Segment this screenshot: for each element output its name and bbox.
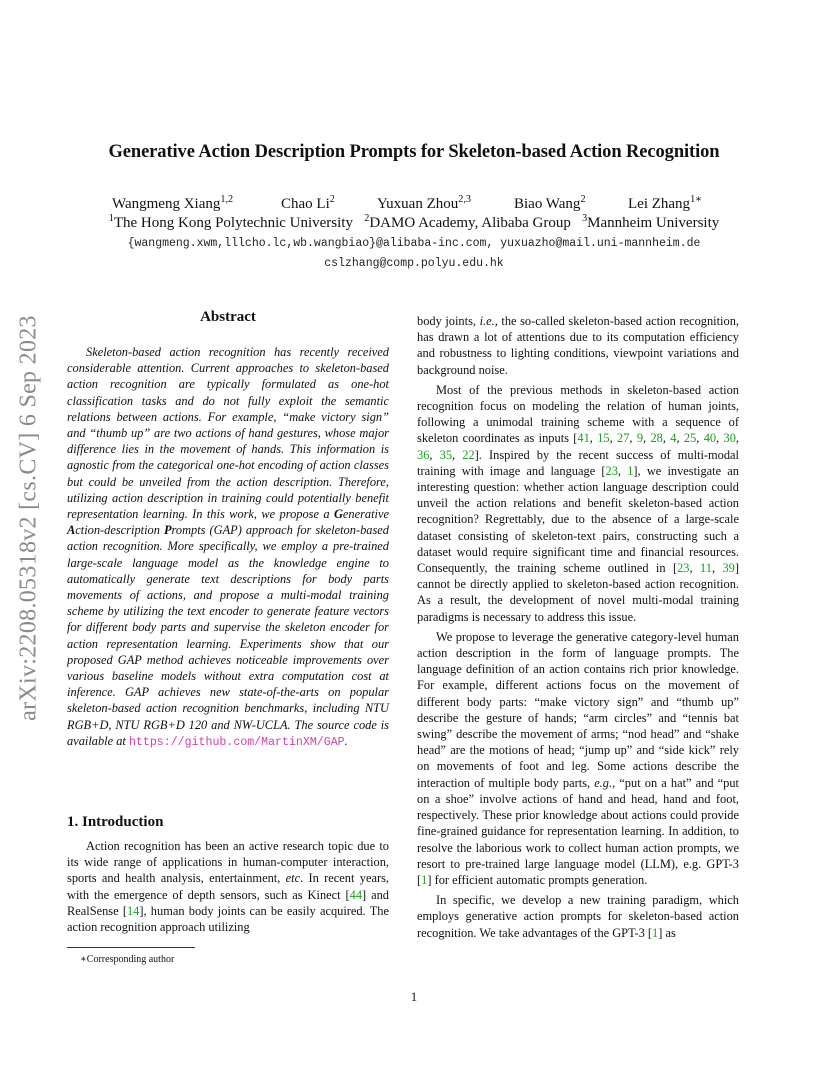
abstract-paragraph <box>67 344 389 751</box>
text-run: . <box>344 733 348 748</box>
text-run: , <box>735 431 740 446</box>
text-run: In specific, we develop a new training paradigm, which employs generative action prompts for skeleton-based action recognition. We take advantages of the GPT-3 [ <box>417 893 739 940</box>
author-1: Wangmeng Xiang$^{1,2}$ <box>112 194 234 212</box>
right-column-text <box>417 313 739 941</box>
citation-link[interactable]: 40 <box>703 431 717 446</box>
intro-paragraph <box>67 838 389 935</box>
text-run: ], human body joints can be easily acquired. The action recognition approach utilizing <box>67 903 389 935</box>
affiliations: $^1$The Hong Kong Polytechnic University $^2$DAMO Academy, Alibaba Group $^3$Mannheim University <box>108 213 720 231</box>
text-run: ction-description <box>75 523 164 538</box>
text-run: Action recognition has been an active research topic due to its wide range of applications in human-computer interaction, sports and health analysis, entertainment, <box>67 839 389 886</box>
italic-text: i.e. <box>479 314 495 328</box>
abstract-heading: Abstract <box>200 309 256 325</box>
citation-link[interactable]: 44 <box>349 887 363 902</box>
text-run: , <box>676 431 684 446</box>
text-run: rompts (GAP) approach for skeleton-based action recognition. More specifically, we employ a pre-trained large-scale language model as the knowledge engine to automatically generate text descriptions for body parts movements of actions, and propose a multi-modal training scheme by utilizing the text encoder to generate feature vectors for different body parts and supervise the skeleton encoder for action representation learning. Experiments show that our proposed GAP method achieves noticeable improvements over various baseline models without extra computation cost at inference. GAP achieves new state-of-the-arts on popular skeleton-based action recognition benchmarks, including NTU RGB+D, NTU RGB+D 120 and NW-UCLA. The source code is available at <box>67 523 389 748</box>
citation-link[interactable]: 35 <box>439 447 453 462</box>
citation-link[interactable]: 41 <box>577 431 590 446</box>
footnote-rule <box>67 947 195 948</box>
bold-letter: G <box>333 507 343 522</box>
text-run: ], we investigate an interesting question: whether action language description could unveil the action relations and benefit skeleton-based action recognition? Regrettably, due to the absence of a large-scale dataset consisting of skeleton-text pairs, constructing such a dataset would require significant time and financial resources. Consequently, the training scheme outlined in [ <box>417 463 740 576</box>
text-run: , <box>617 463 628 478</box>
author-emails-line-1: {wangmeng.xwm,lllcho.lc,wb.wangbiao}@alibaba-inc.com, yuxuazho@mail.uni-mannheim.de <box>127 237 701 250</box>
citation-link[interactable]: 22 <box>462 447 475 462</box>
author-3: Yuxuan Zhou$^{2,3}$ <box>377 194 471 212</box>
section-heading-introduction: 1. Introduction <box>67 814 164 830</box>
text-run: , <box>629 431 637 446</box>
text-run: , “put on a hat” and “put on a shoe” involve actions of hand and head, hand and foot, respectively. These prior knowledge about actions could provide fine-grained guidance for representation learning. In addition, to resolve the laborious work to collect human action prompts, we resort to pre-trained large language model (LLM), e.g. GPT-3 [ <box>417 775 739 887</box>
author-4: Biao Wang$^2$ <box>514 194 586 212</box>
citation-link[interactable]: 1 <box>627 463 634 478</box>
paper-title: Generative Action Description Prompts for Skeleton-based Action Recognition <box>108 142 720 162</box>
text-run: We propose to leverage the generative category-level human action description in the form of language prompts. The language definition of an action contains rich prior knowledge. For example, different actions focus on the movement of different body parts: “make victory sign” and “thumb up” describe the gesture of hands; “arm circles” and “tennis bat swing” describe the movement of arms; “nod head” and “shake head” are the motions of head; “jump up” and “side kick” rely on movements of foot and leg. Some actions describe the interaction of multiple body parts, <box>417 629 739 790</box>
text-run: , <box>689 561 701 576</box>
text-run: , <box>716 431 724 446</box>
author-5: Lei Zhang$^{1∗}$ <box>628 194 703 212</box>
italic-text: etc <box>285 871 301 886</box>
text-run: Most of the previous methods in skeleton-based action recognition focus on modeling the relation of human joints, following a unimodal training scheme with a sequence of skeleton coordinates as inputs [ <box>417 382 739 446</box>
text-run: ]. Inspired by the recent success of multi-modal training with image and language [ <box>417 447 740 478</box>
affiliation-3: Mannheim University <box>587 215 720 231</box>
citation-link[interactable]: 23 <box>605 463 618 478</box>
author-2: Chao Li$^2$ <box>281 194 335 212</box>
italic-text: e.g. <box>594 775 613 790</box>
citation-link[interactable]: 30 <box>723 431 736 446</box>
right-paragraph <box>417 313 739 378</box>
text-run: ] for efficient automatic prompts generation. <box>427 872 648 887</box>
citation-link[interactable]: 1 <box>652 925 659 940</box>
affiliation-1: The Hong Kong Polytechnic University <box>113 215 353 231</box>
citation-link[interactable]: 36 <box>417 447 430 462</box>
citation-link[interactable]: 9 <box>636 431 644 446</box>
citation-link[interactable]: 25 <box>683 431 697 446</box>
right-paragraph <box>417 892 739 941</box>
text-run: ] and RealSense [ <box>67 887 390 918</box>
author-list <box>0 196 828 216</box>
text-run: , <box>662 431 671 446</box>
text-run: , <box>643 431 651 446</box>
introduction-left-column <box>67 838 389 935</box>
text-run: ] cannot be directly applied to skeleton-based action recognition. As a result, the development of novel multi-modal training paradigms is necessary to address this issue. <box>417 561 739 624</box>
abstract-text <box>67 344 389 751</box>
text-run: , <box>711 561 723 576</box>
right-paragraph <box>417 629 739 888</box>
citation-link[interactable]: 39 <box>722 561 735 576</box>
text-run: Skeleton-based action recognition has recently received considerable attention. Current approaches to skeleton-based action recognition are typically formulated as one-hot classification tasks and do not fully exploit the semantic relations between actions. For example, “make victory sign” and “thumb up” are two actions of hand gestures, whose major difference lies in the movement of hands. This information is agnostic from the categorical one-hot encoding of action classes but could be unveiled from the action description. Therefore, utilizing action description in training could potentially benefit representation learning. In this work, we propose a <box>67 345 389 522</box>
text-run: , <box>609 431 618 446</box>
author-emails-line-2: cslzhang@comp.polyu.edu.hk <box>324 257 504 270</box>
citation-link[interactable]: 23 <box>677 561 690 576</box>
text-run: , the so-called skeleton-based action recognition, has drawn a lot of attentions due to its computation efficiency and robustness to lighting conditions, viewpoint variations and background noise. <box>417 314 739 377</box>
citation-link[interactable]: 14 <box>126 903 140 918</box>
footnote: ∗Corresponding author <box>80 954 175 965</box>
text-run: enerative <box>342 507 389 522</box>
right-paragraph <box>417 382 739 625</box>
text-run: , <box>589 431 598 446</box>
text-run: body joints, <box>417 314 480 328</box>
citation-link[interactable]: 15 <box>597 431 610 446</box>
affiliation-2: DAMO Academy, Alibaba Group <box>369 215 571 231</box>
page-number: 1 <box>410 990 418 1004</box>
bold-letter: A <box>67 523 76 538</box>
citation-link[interactable]: 1 <box>421 872 428 887</box>
citation-link[interactable]: 4 <box>670 431 677 446</box>
text-run: ] as <box>658 925 676 940</box>
text-run: . In recent years, with the emergence of depth sensors, such as Kinect [ <box>67 871 389 902</box>
text-run: , <box>696 431 704 446</box>
code-url-link[interactable]: https://github.com/MartinXM/GAP <box>128 735 345 749</box>
text-run: , <box>429 447 440 462</box>
citation-link[interactable]: 28 <box>650 431 663 446</box>
text-run: , <box>452 447 463 462</box>
citation-link[interactable]: 11 <box>700 561 712 576</box>
arxiv-stamp: arXiv:2208.05318v2 [cs.CV] 6 Sep 2023 <box>15 314 42 721</box>
citation-link[interactable]: 27 <box>617 431 630 446</box>
bold-letter: P <box>163 523 172 538</box>
